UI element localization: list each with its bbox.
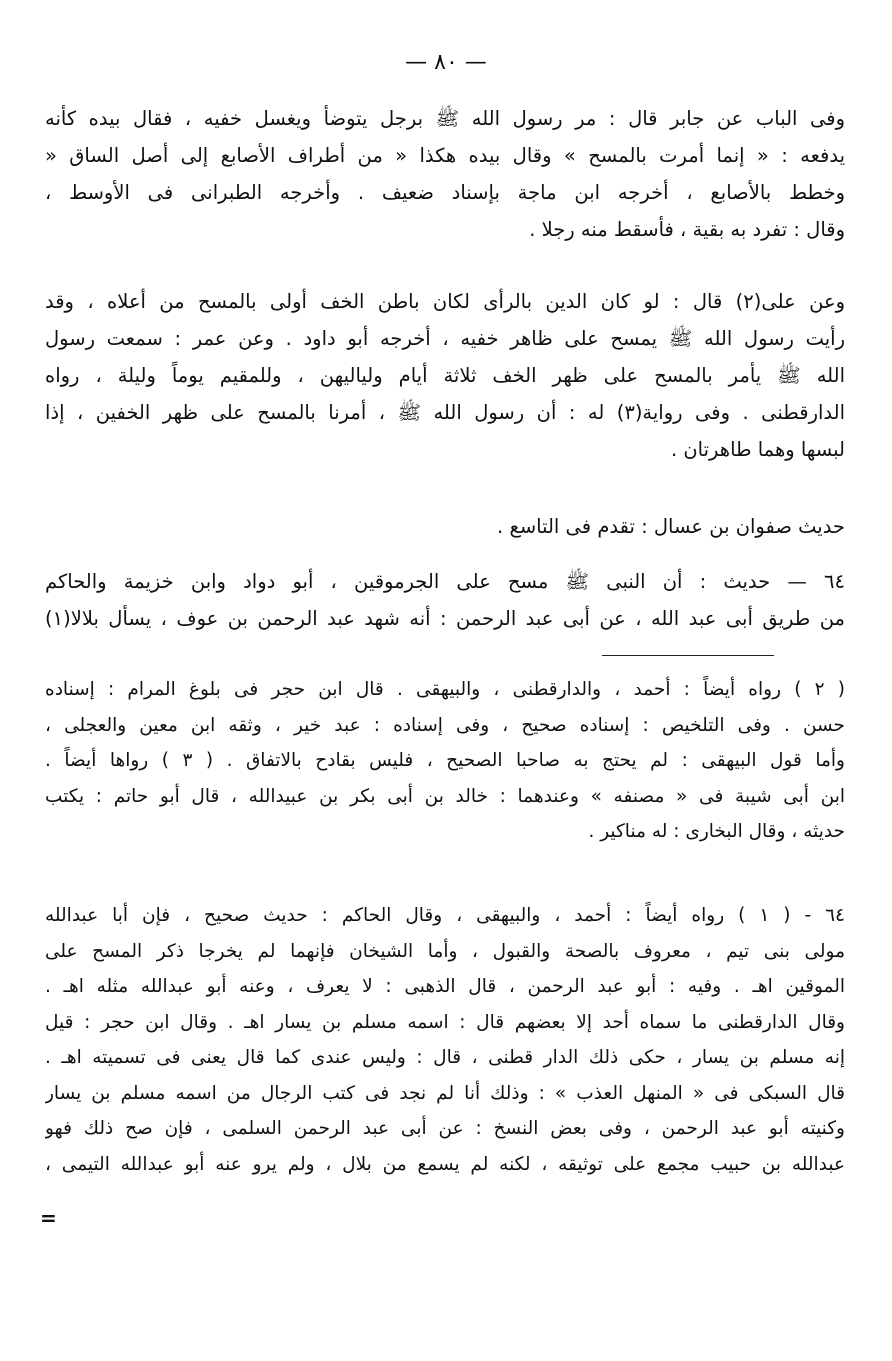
text-line: من طريق أبى عبد الله ، عن أبى عبد الرحمن : أنه شهد عبد الرحمن بن عوف ، يسأل بلالا(١) <box>45 607 845 630</box>
footnote-line: ابن أبى شيبة فى « مصنفه » وعندهما : خالد بن أبى بكر بن عبيدالله ، قال أبو حاتم : يكتب <box>45 785 845 807</box>
text-line: وفى الباب عن جابر قال : مر رسول الله ﷺ برجل يتوضأ ويغسل خفيه ، فقال بيده كأنه <box>45 107 845 130</box>
continuation-mark: = <box>40 1206 57 1230</box>
text-line: وخطط بالأصابع ، أخرجه ابن ماجة بإسناد ضعيف . وأخرجه الطبرانى فى الأوسط ، <box>45 181 845 204</box>
footnote-line: إنه مسلم بن يسار ، حكى ذلك الدار قطنى ، قال : وليس عندى كما قال يعنى فى تسميته اهـ . <box>45 1047 845 1068</box>
text-line: وعن على(٢) قال : لو كان الدين بالرأى لكان باطن الخف أولى بالمسح من أعلاه ، وقد <box>45 290 845 313</box>
main-para-3 <box>45 508 845 545</box>
footnote-line: ٦٤ - ( ١ ) رواه أيضاً : أحمد ، والبيهقى ، وقال الحاكم : حديث صحيح ، فإن أبا عبدالله <box>45 905 845 926</box>
main-para-1 <box>45 100 845 248</box>
footnote-line: ( ٢ ) رواه أيضاً : أحمد ، والدارقطنى ، والبيهقى . قال ابن حجر فى بلوغ المرام : إسناده <box>45 679 845 700</box>
text-line: وقال : تفرد به بقية ، فأسقط منه رجلا . <box>529 218 845 241</box>
text-line: لبسها وهما طاهرتان . <box>670 438 845 461</box>
footnote-line: مولى بنى تيم ، معروف بالصحة والقبول ، وأما الشيخان فإنهما لم يخرجا ذكر المسح على <box>45 940 845 962</box>
footnote-divider <box>602 655 774 656</box>
main-para-4 <box>45 563 845 637</box>
footnote-line: حسن . وفى التلخيص : إسناده صحيح ، وفى إسناده : عبد خير ، وثقه ابن معين والعجلى ، <box>45 714 845 736</box>
page-number: — ٨٠ — <box>405 50 487 75</box>
footnote-line: الموقين اهـ . وفيه : أبو عبد الرحمن ، قال الذهبى : لا يعرف ، وعنه أبو عبدالله مثله اهـ . <box>45 976 845 997</box>
text-line: الدارقطنى . وفى رواية(٣) له : أن رسول الله ﷺ ، أمرنا بالمسح على ظهر الخفين ، إذا <box>45 401 845 424</box>
footnotes-2 <box>45 898 845 1182</box>
text-line: ٦٤ — حديث : أن النبى ﷺ مسح على الجرموقين ، أبو دواد وابن خزيمة والحاكم <box>45 570 845 593</box>
footnote-line: وكنيته أبو عبد الرحمن ، وفى بعض النسخ : عن أبى عبد الرحمن السلمى ، فإن صح ذلك فهو <box>45 1118 845 1139</box>
footnote-line: وأما قول البيهقى : لم يحتج به صاحبا الصحيح ، فليس بقادح بالاتفاق . ( ٣ ) رواها أيضاً . <box>45 750 845 771</box>
main-para-2 <box>45 283 845 468</box>
footnote-line: قال السبكى فى « المنهل العذب » : وذلك أنا لم نجد فى كتب الرجال من اسمه مسلم بن يسار <box>45 1082 845 1104</box>
footnote-line: عبدالله بن حبيب مجمع على توثيقه ، لكنه لم يسمع من بلال ، ولم يرو عنه أبو عبدالله التيمى ، <box>45 1153 845 1175</box>
text-line: حديث صفوان بن عسال : تقدم فى التاسع . <box>497 515 845 538</box>
footnote-line: وقال الدارقطنى ما سماه أحد إلا بعضهم قال : اسمه مسلم بن يسار اهـ . وقال ابن حجر : قيل <box>45 1011 845 1033</box>
text-line: رأيت رسول الله ﷺ يمسح على ظاهر خفيه ، أخرجه أبو داود . وعن عمر : سمعت رسول <box>45 327 845 350</box>
text-line: يدفعه : « إنما أمرت بالمسح » وقال بيده هكذا « من أطراف الأصابع إلى أصل الساق « <box>45 144 845 167</box>
text-line: الله ﷺ يأمر بالمسح على ظهر الخف ثلاثة أيام ولياليهن ، وللمقيم يوماً وليلة ، رواه <box>45 364 845 387</box>
footnote-line: حديثه ، وقال البخارى : له مناكير . <box>588 821 845 842</box>
footnotes-1 <box>45 672 845 850</box>
